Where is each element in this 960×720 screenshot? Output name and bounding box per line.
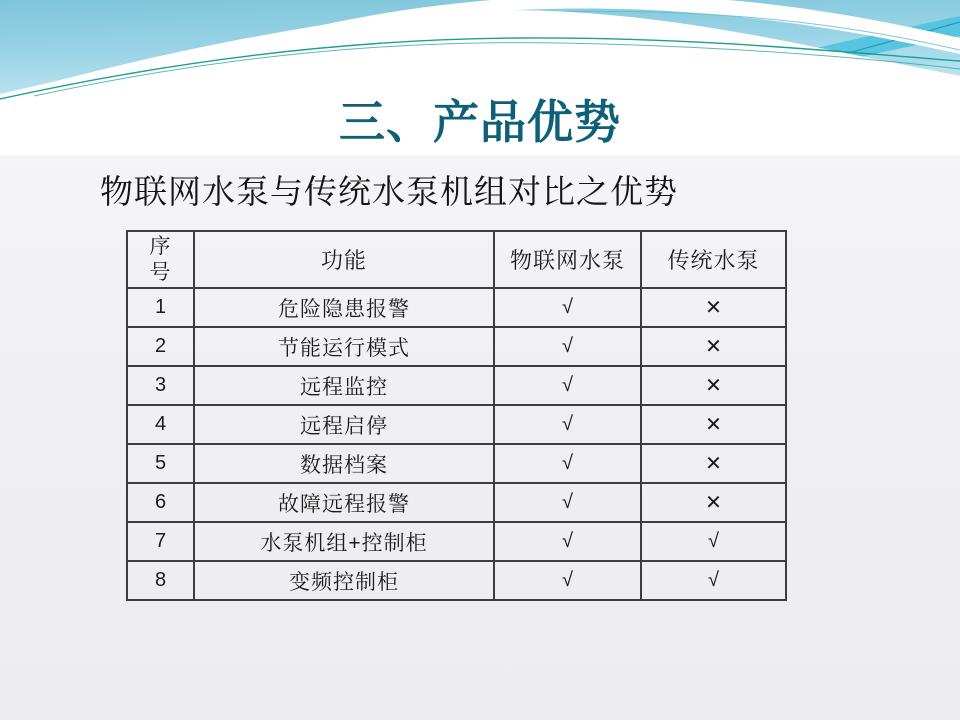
table-row — [127, 405, 786, 444]
table-row — [127, 327, 786, 366]
traditional-mark: √ — [641, 522, 786, 561]
table-row — [127, 366, 786, 405]
row-number: 4 — [127, 405, 194, 444]
row-number: 1 — [127, 288, 194, 327]
header-cell-iot-pump: 物联网水泵 — [494, 231, 641, 288]
row-number: 7 — [127, 522, 194, 561]
function-name: 变频控制柜 — [194, 561, 494, 600]
table-row — [127, 483, 786, 522]
row-number: 8 — [127, 561, 194, 600]
header-cell-index: 序号 — [127, 231, 194, 288]
traditional-mark: ✕ — [641, 483, 786, 522]
function-name: 节能运行模式 — [194, 327, 494, 366]
table-row — [127, 444, 786, 483]
iot-mark: √ — [494, 483, 641, 522]
comparison-table — [126, 230, 787, 601]
iot-mark: √ — [494, 366, 641, 405]
iot-mark: √ — [494, 561, 641, 600]
header-cell-traditional-pump: 传统水泵 — [641, 231, 786, 288]
iot-mark: √ — [494, 288, 641, 327]
function-name: 危险隐患报警 — [194, 288, 494, 327]
function-name: 故障远程报警 — [194, 483, 494, 522]
table-row — [127, 288, 786, 327]
iot-mark: √ — [494, 522, 641, 561]
traditional-mark: ✕ — [641, 327, 786, 366]
iot-mark: √ — [494, 405, 641, 444]
slide-subtitle: 物联网水泵与传统水泵机组对比之优势 — [100, 175, 678, 211]
iot-mark: √ — [494, 327, 641, 366]
iot-mark: √ — [494, 444, 641, 483]
table-header-row — [127, 231, 786, 288]
traditional-mark: ✕ — [641, 444, 786, 483]
row-number: 6 — [127, 483, 194, 522]
header-cell-function: 功能 — [194, 231, 494, 288]
function-name: 水泵机组+控制柜 — [194, 522, 494, 561]
row-number: 5 — [127, 444, 194, 483]
function-name: 远程监控 — [194, 366, 494, 405]
table-row — [127, 522, 786, 561]
row-number: 3 — [127, 366, 194, 405]
function-name: 数据档案 — [194, 444, 494, 483]
traditional-mark: √ — [641, 561, 786, 600]
table-row — [127, 561, 786, 600]
traditional-mark: ✕ — [641, 288, 786, 327]
row-number: 2 — [127, 327, 194, 366]
traditional-mark: ✕ — [641, 366, 786, 405]
page-title: 三、产品优势 — [339, 96, 621, 148]
function-name: 远程启停 — [194, 405, 494, 444]
traditional-mark: ✕ — [641, 405, 786, 444]
